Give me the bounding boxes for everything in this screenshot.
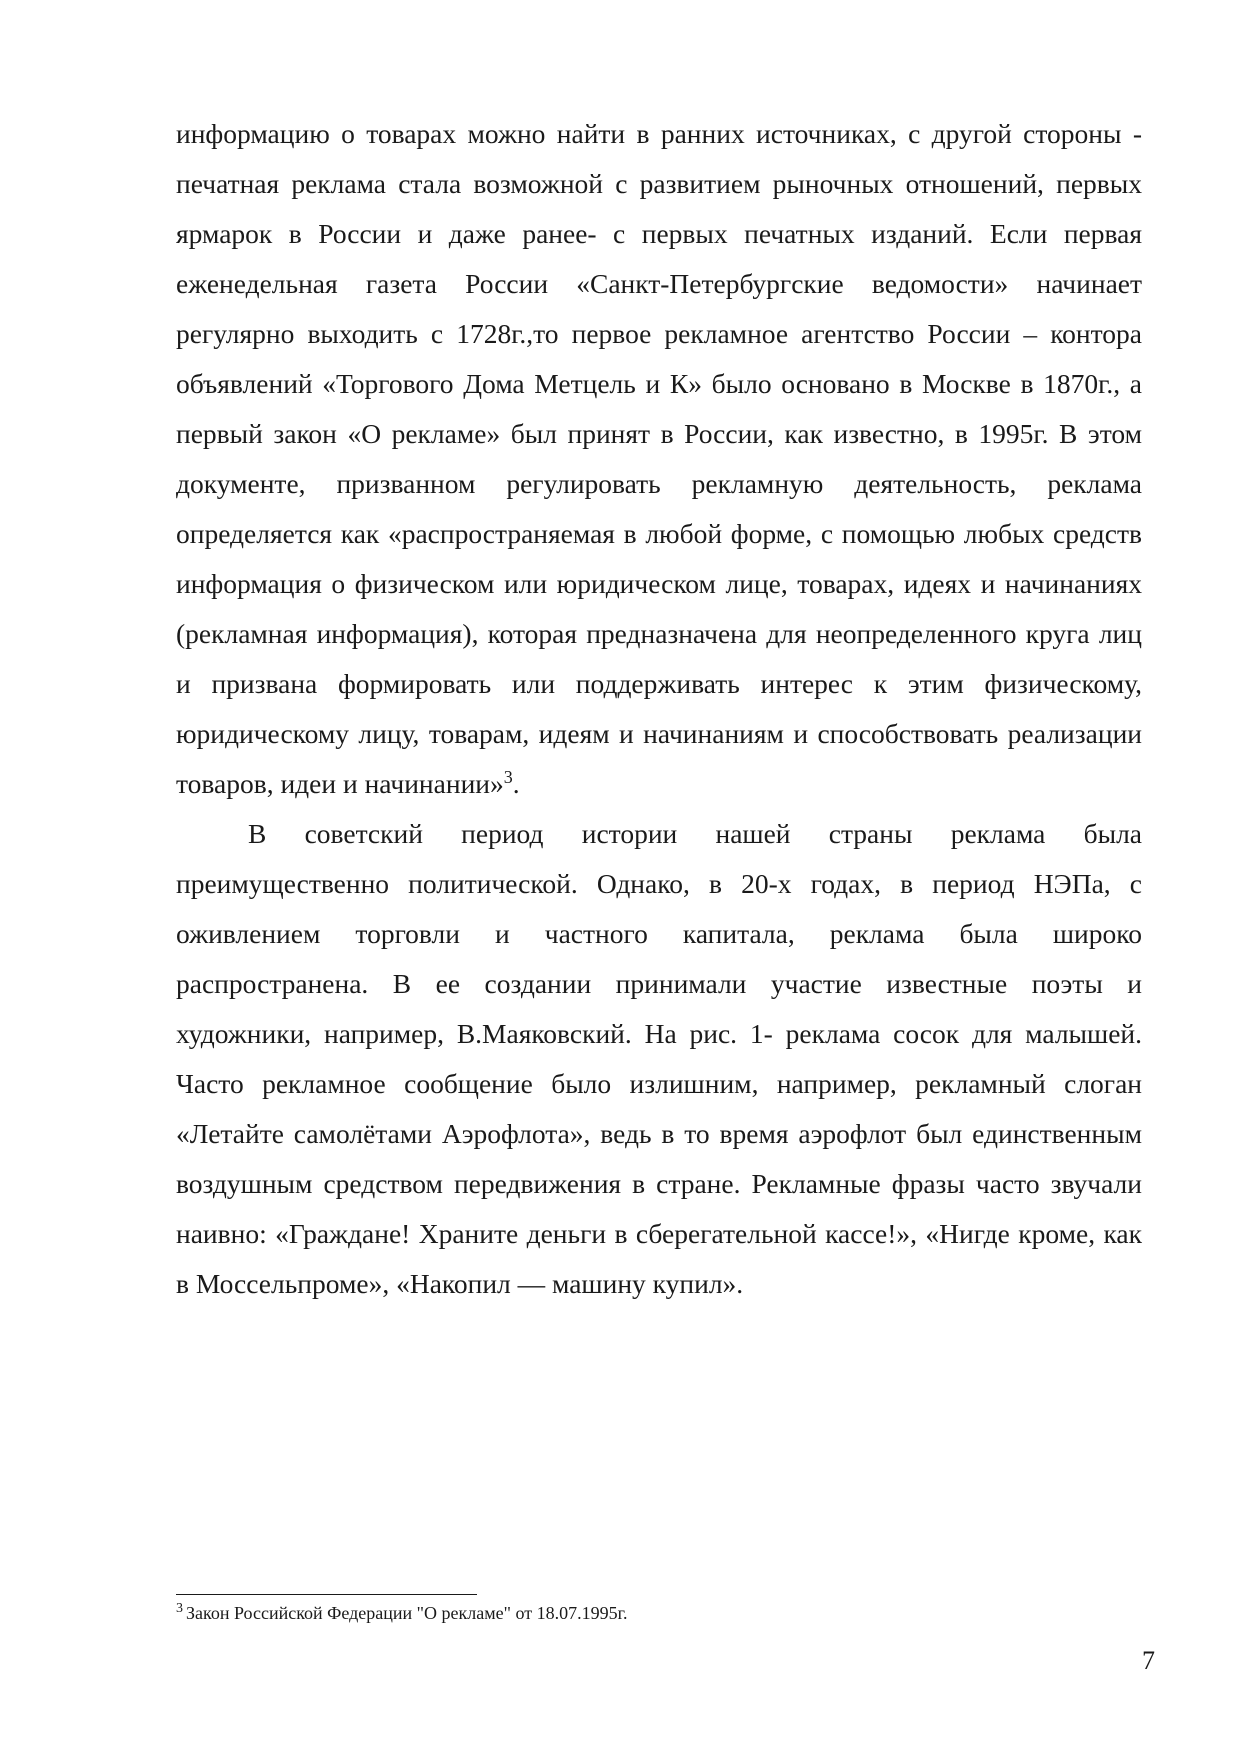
footnote-marker: 3 [176,1601,183,1616]
footnote-separator [176,1594,477,1595]
paragraph-2: В советский период истории нашей страны реклама была преимущественно политической. Однако, в 20-х годах, в период НЭПа, с оживлением торговли и частного капитала, реклама была широко распространена. В ее создании принимали участие известные поэты и художники, например, В.Маяковский. На рис. 1- реклама сосок для малышей. Часто рекламное сообщение было излишним, например, рекламный слоган «Летайте самолётами Аэрофлота», ведь в то время аэрофлот был единственным воздушным средством передвижения в стране. Рекламные фразы часто звучали наивно: «Граждане! Храните деньги в сберегательной кассе!», «Нигде кроме, как в Моссельпроме», «Накопил — машину купил». [176,818,1142,1299]
paragraph-1 [176,109,1142,809]
page-number: 7 [1142,1646,1155,1675]
body-text [176,109,1142,1309]
footnote-reference: 3 [503,766,513,787]
paragraph-1-text: информацию о товарах можно найти в ранних источниках, с другой стороны - печатная реклама стала возможной с развитием рыночных отношений, первых ярмарок в России и даже ранее- с первых печатных изданий. Если первая еженедельная газета России «Санкт-Петербургские ведомости» начинает регулярно выходить с 1728г.,то первое рекламное агентство России – контора объявлений «Торгового Дома Метцель и К» было основано в Москве в 1870г., а первый закон «О рекламе» был принят в России, как известно, в 1995г. В этом документе, призванном регулировать рекламную деятельность, реклама определяется как «распространяемая в любой форме, с помощью любых средств информация о физическом или юридическом лице, товарах, идеях и начинаниях (рекламная информация), которая предназначена для неопределенного круга лиц и призвана формировать или поддерживать интерес к этим физическому, юридическому лицу, товарам, идеям и начинаниям и способствовать реализации товаров, идеи и начинании» [176,118,1142,799]
footnote [176,1600,1076,1626]
paragraph-1-end: . [512,768,520,799]
footnote-text: Закон Российской Федерации "О рекламе" от 18.07.1995г. [186,1603,628,1623]
